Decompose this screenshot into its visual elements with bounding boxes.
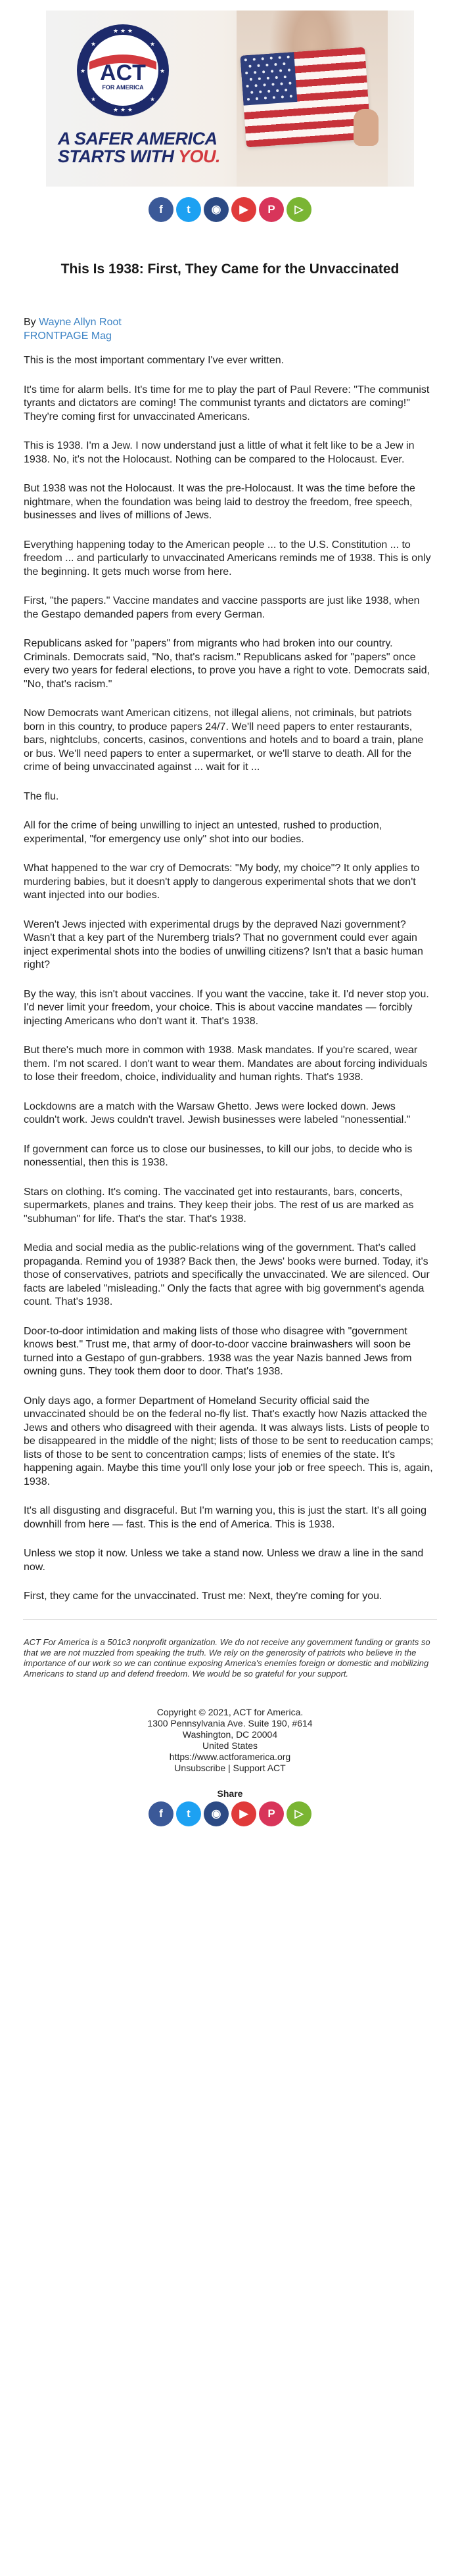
svg-text:★: ★ <box>91 41 97 48</box>
article-paragraph: If government can force us to close our businesses, to kill our jobs, to decide who is nonessential, then this is 1938. <box>24 1143 413 1168</box>
instagram-icon[interactable]: ◉ <box>204 1801 229 1826</box>
article-paragraph: Now Democrats want American citizens, not illegal aliens, not criminals, but patriots born in this country, to produce papers 24/7. We'll need papers to enter restaurants, bars, nightclubs, concerts, casinos, conventions and hotels and to board a train, plane or bus. We'll need papers to enter a supermarket, or we'll starve to death. All for the crime of being unvaccinated against ... wait for it ... <box>24 708 424 773</box>
article-paragraph: It's all disgusting and disgraceful. But I'm warning you, this is just the start. It's all going downhill from here — fast. This is the end of America. This is 1938. <box>24 1505 427 1530</box>
address-line-1: 1300 Pennsylvania Ave. Suite 190, #614 <box>147 1717 313 1729</box>
rumble-icon[interactable]: ▷ <box>287 1801 311 1826</box>
rumble-icon[interactable]: ▷ <box>287 197 311 222</box>
article-paragraph: By the way, this isn't about vaccines. If you want the vaccine, take it. I'd never stop you. I'd never limit your freedom, your choice. This is about vaccine mandates — forcibly injecting Americans who don't want it. That's 1938. <box>24 988 429 1027</box>
article-paragraph: Door-to-door intimidation and making lists of those who disagree with "government knows best." Trust me, that army of door-to-door vaccine brainwashers will soon be turned into a Gestapo of gun-grabbers. 1938 was the year Nazis banned Jews from owning guns. They took them door to door. That's 1938. <box>24 1325 412 1377</box>
article-paragraph: Media and social media as the public-relations wing of the government. That's called propaganda. Remind you of 1938? Back then, the Jews' books were burned. Today, it's those of conservatives, patriots and specifically the unvaccinated. We are silenced. Our facts are labeled "misleading." Only the facts that agree with big government's agenda count. That's 1938. <box>24 1242 430 1307</box>
article-paragraph: Lockdowns are a match with the Warsaw Ghetto. Jews were locked down. Jews couldn't work. Jews couldn't travel. Jewish businesses were labeled "nonessential." <box>24 1100 411 1125</box>
article-paragraph: But 1938 was not the Holocaust. It was the pre-Holocaust. It was the time before the nightmare, when the foundation was being laid to destroy the freedom, free speech, businesses and lives of millions of Jews. <box>24 483 415 521</box>
article-title: This Is 1938: First, They Came for the Unvaccinated <box>60 261 400 277</box>
source-link[interactable]: FRONTPAGE Mag <box>24 330 112 342</box>
article-paragraph: What happened to the war cry of Democrats: "My body, my choice"? It only applies to murdering babies, but it doesn't apply to dangerous experimental shots that we don't want injected into our bodies. <box>24 863 420 901</box>
header-banner <box>46 11 414 187</box>
address-line-2: Washington, DC 20004 <box>182 1729 278 1740</box>
logo-subtext: FOR AMERICA <box>102 84 144 91</box>
nonprofit-note: ACT For America is a 501c3 nonprofit organization. We do not receive any government funding or grants so that we are not muzzled from speaking the truth. We rely on the generosity of patriots who believe in the importance of our work so we can continue exposing America's enemies foreign or domestic and mobilizing Americans to stand up and defend freedom. We would be so grateful for your support. <box>24 1637 430 1679</box>
unsubscribe-link[interactable]: Unsubscribe <box>174 1762 226 1773</box>
article-paragraph: This is 1938. I'm a Jew. I now understand just a little of what it felt like to be a Jew in 1938. No, it's not the Holocaust. Nothing can be compared to the Holocaust. Ever. <box>24 440 415 465</box>
author-link[interactable]: Wayne Allyn Root <box>39 317 122 328</box>
logo-text: ACT <box>100 60 146 85</box>
article-paragraph: Everything happening today to the American people ... to the U.S. Constitution ... to freedom ... and particularly to unvaccinated Americans reminds me of 1938. This is only the beginning. It gets much worse from here. <box>24 539 431 577</box>
article-paragraph: Stars on clothing. It's coming. The vaccinated get into restaurants, bars, concerts, supermarkets, planes and trains. They keep their jobs. The rest of us are marked as "subhuman" for life. That's the star. That's 1938. <box>24 1186 414 1225</box>
social-links <box>0 197 460 222</box>
tagline <box>58 130 222 166</box>
article-paragraph: Unless we stop it now. Unless we take a stand now. Unless we draw a line in the sand now. <box>24 1548 424 1573</box>
article-body <box>24 354 434 1604</box>
patreon-icon[interactable]: P <box>259 1801 284 1826</box>
tagline-line-2: STARTS WITH YOU. <box>58 147 221 166</box>
svg-text:★: ★ <box>160 68 166 75</box>
website-link[interactable]: https://www.actforamerica.org <box>169 1751 291 1762</box>
article-paragraph: Weren't Jews injected with experimental drugs by the depraved Nazi government? Wasn't that a key part of the Nuremberg trials? That no government could ever again inject experimental shots into the bodies of unwilling citizens? Isn't that a basic human right? <box>24 918 423 970</box>
youtube-icon[interactable]: ▶ <box>231 197 256 222</box>
american-flag-image <box>240 47 371 148</box>
hand-image <box>354 109 379 146</box>
svg-text:★ ★ ★: ★ ★ ★ <box>113 28 133 35</box>
divider <box>23 1619 437 1620</box>
facebook-icon[interactable]: f <box>149 1801 173 1826</box>
instagram-icon[interactable]: ◉ <box>204 197 229 222</box>
byline: By Wayne Allyn Root FRONTPAGE Mag <box>24 317 122 342</box>
article-paragraph: Republicans asked for "papers" from migrants who had broken into our country. Criminals. Democrats said, "No, that's racism." Republicans asked for "papers" once every two years for federal elections, to prove you have a right to vote. Democrats said, "No, that's racism." <box>24 638 430 690</box>
svg-text:★: ★ <box>80 68 86 75</box>
country: United States <box>202 1740 258 1751</box>
article-paragraph: But there's much more in common with 1938. Mask mandates. If you're scared, wear them. I'm not scared. I don't want to wear them. Mandates are about forcing individuals to lose their freedom, choice, individuality and human rights. That's 1938. <box>24 1045 428 1083</box>
share-label: Share <box>217 1788 243 1799</box>
share-links <box>0 1801 460 1826</box>
article-paragraph: All for the crime of being unwilling to inject an untested, rushed to production, experimental, "for emergency use only" shot into our bodies. <box>24 820 382 845</box>
article-paragraph: It's time for alarm bells. It's time for me to play the part of Paul Revere: "The communist tyrants and dictators are coming! The communist tyrants and dictators are coming!" They're coming first for unvaccinated Americans. <box>24 384 430 422</box>
facebook-icon[interactable]: f <box>149 197 173 222</box>
article-paragraph: The flu. <box>24 790 59 802</box>
patreon-icon[interactable]: P <box>259 197 284 222</box>
svg-text:★: ★ <box>91 97 97 103</box>
article-paragraph: This is the most important commentary I've ever written. <box>24 355 285 366</box>
support-link[interactable]: Support ACT <box>233 1762 286 1773</box>
tagline-line-1: A SAFER AMERICA <box>58 129 218 148</box>
svg-text:★ ★ ★: ★ ★ ★ <box>113 107 133 114</box>
youtube-icon[interactable]: ▶ <box>231 1801 256 1826</box>
act-logo[interactable] <box>76 24 170 117</box>
article-paragraph: First, they came for the unvaccinated. Trust me: Next, they're coming for you. <box>24 1591 382 1602</box>
twitter-icon[interactable]: t <box>176 197 201 222</box>
svg-text:★: ★ <box>150 41 156 48</box>
svg-text:★: ★ <box>150 97 156 103</box>
footer: Copyright © 2021, ACT for America. 1300 Pennsylvania Ave. Suite 190, #614 Washington, DC 20004 United States https://www.actforamerica.org Unsubscribe | Support ACT <box>0 1707 460 1774</box>
article-paragraph: Only days ago, a former Department of Homeland Security official said the unvaccinated should be on the federal no-fly list. That's exactly how Nazis attacked the Jews and others who disagreed with their agenda. It was always lists. Lists of people to be disappeared in the middle of the night; lists of those to be sent to reeducation camps; lists of those to be sent to concentration camps; lists of enemies of the state. It's happening again. Maybe this time you'll only lose your job or free speech. This is, again, 1938. <box>24 1395 434 1487</box>
article-paragraph: First, "the papers." Vaccine mandates and vaccine passports are just like 1938, when the Gestapo demanded papers from every German. <box>24 595 420 620</box>
twitter-icon[interactable]: t <box>176 1801 201 1826</box>
copyright: Copyright © 2021, ACT for America. <box>156 1706 304 1717</box>
